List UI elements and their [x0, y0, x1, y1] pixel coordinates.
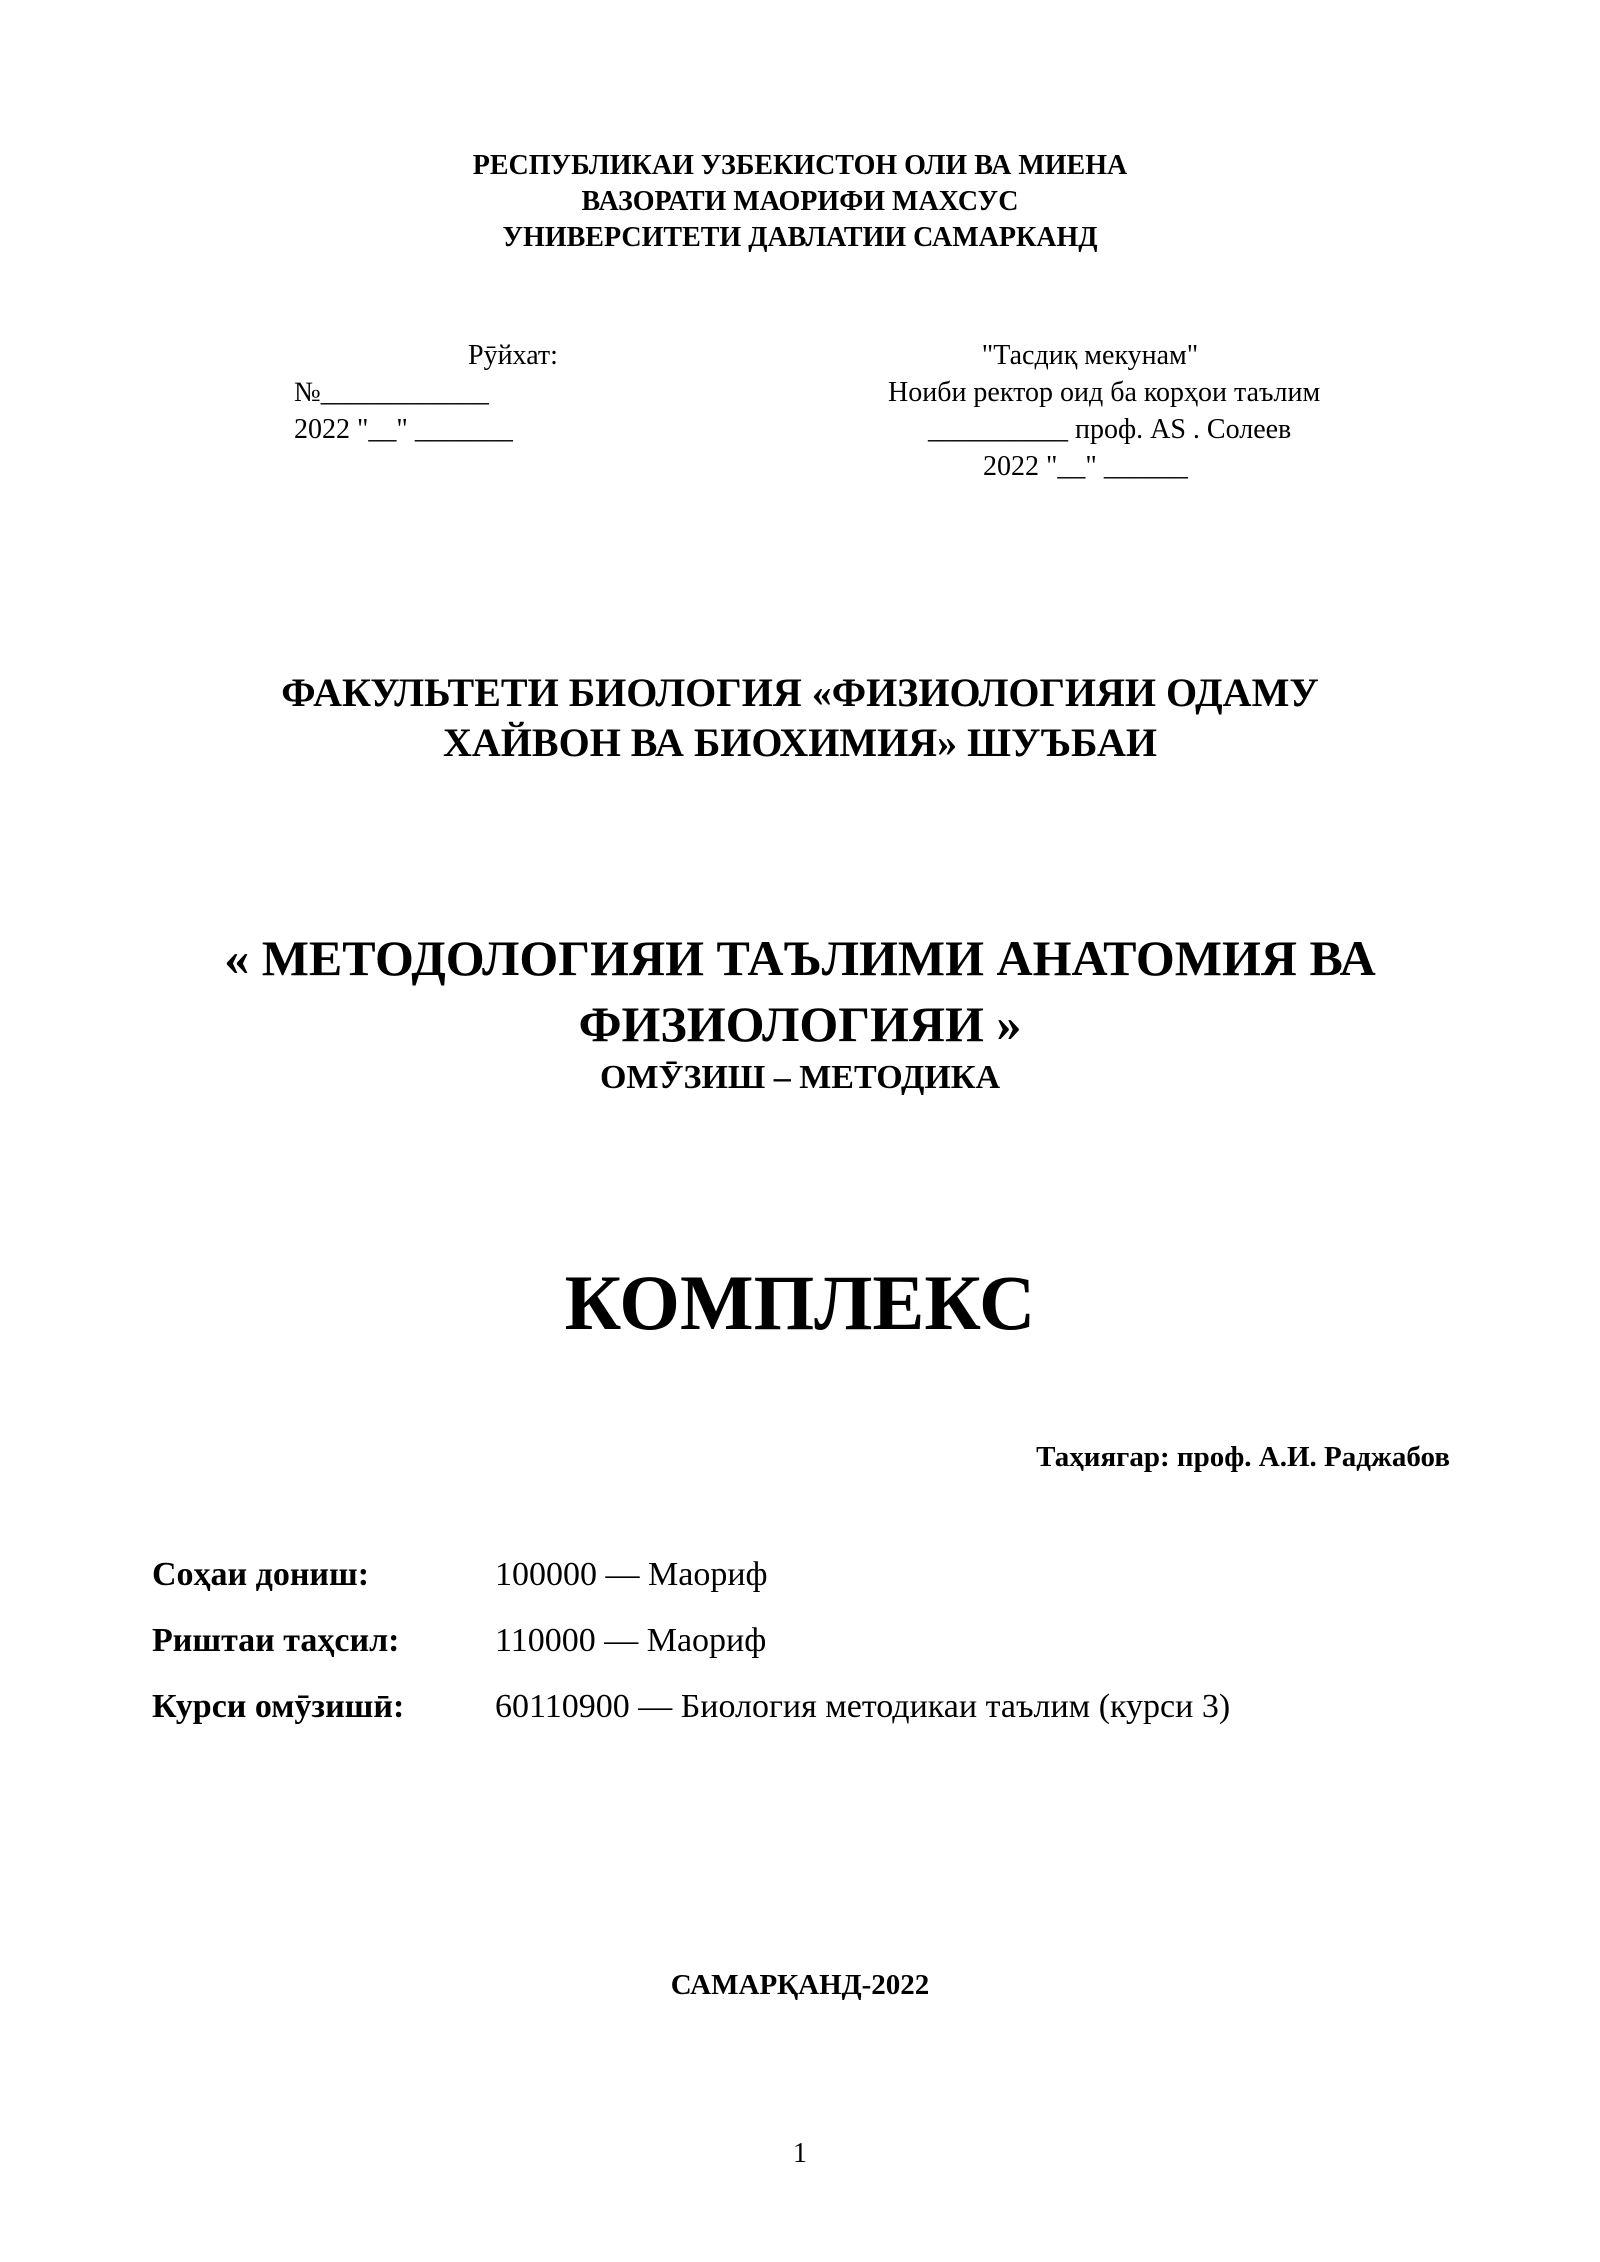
info-label: Курси омӯзишӣ: — [152, 1688, 405, 1725]
registration-number: №____________ — [294, 377, 489, 408]
course-title-line-2: ФИЗИОЛОГИЯИ » — [578, 996, 1022, 1052]
info-row-training-course — [152, 1685, 1452, 1729]
course-title-line-1: « МЕТОДОЛОГИЯИ ТАЪЛИМИ АНАТОМИЯ ВА — [224, 930, 1376, 986]
department-line-1: ФАКУЛЬТЕТИ БИОЛОГИЯ «ФИЗИОЛОГИЯИ ОДАМУ — [281, 670, 1319, 715]
document-header — [0, 148, 1600, 256]
info-label: Риштаи таҳсил: — [152, 1622, 400, 1659]
course-subtitle: ОМӮЗИШ – МЕТОДИКА — [599, 1059, 1000, 1096]
approval-position: Ноиби ректор оид ба корҳои таълим — [888, 377, 1321, 408]
approval-title: "Тасдиқ мекунам" — [981, 340, 1199, 371]
info-row-field-of-study — [152, 1619, 1452, 1663]
course-title — [0, 925, 1600, 1057]
header-line-ministry-1: РЕСПУБЛИКАИ УЗБЕКИСТОН ОЛИ ВА МИЕНА — [472, 150, 1128, 181]
info-row-field-of-knowledge — [152, 1553, 1452, 1597]
approval-date: 2022 "__" ______ — [983, 451, 1188, 482]
department-line-2: ХАЙВОН ВА БИОХИМИЯ» ШУЪБАИ — [443, 720, 1157, 765]
header-line-ministry-2: ВАЗОРАТИ МАОРИФИ МАХСУС — [581, 186, 1019, 217]
info-value: 60110900 — Биология методикаи таълим (курси 3) — [495, 1688, 1231, 1725]
page-number: 1 — [793, 2138, 807, 2169]
info-value: 110000 — Маориф — [495, 1622, 767, 1659]
info-label: Соҳаи дониш: — [152, 1556, 370, 1593]
document-type-title: КОМПЛЕКС — [564, 1259, 1036, 1346]
city-year: САМАРҚАНД-2022 — [670, 1969, 930, 2001]
department-title — [0, 668, 1600, 768]
header-line-university: УНИВЕРСИТЕТИ ДАВЛАТИИ САМАРКАНД — [502, 222, 1098, 253]
approval-signature-line: __________ проф. AS . Солеев — [928, 414, 1292, 445]
registration-date: 2022 "__" _______ — [294, 414, 513, 445]
info-value: 100000 — Маориф — [495, 1556, 768, 1593]
prepared-by: Таҳиягар: проф. А.И. Раджабов — [1036, 1441, 1450, 1473]
